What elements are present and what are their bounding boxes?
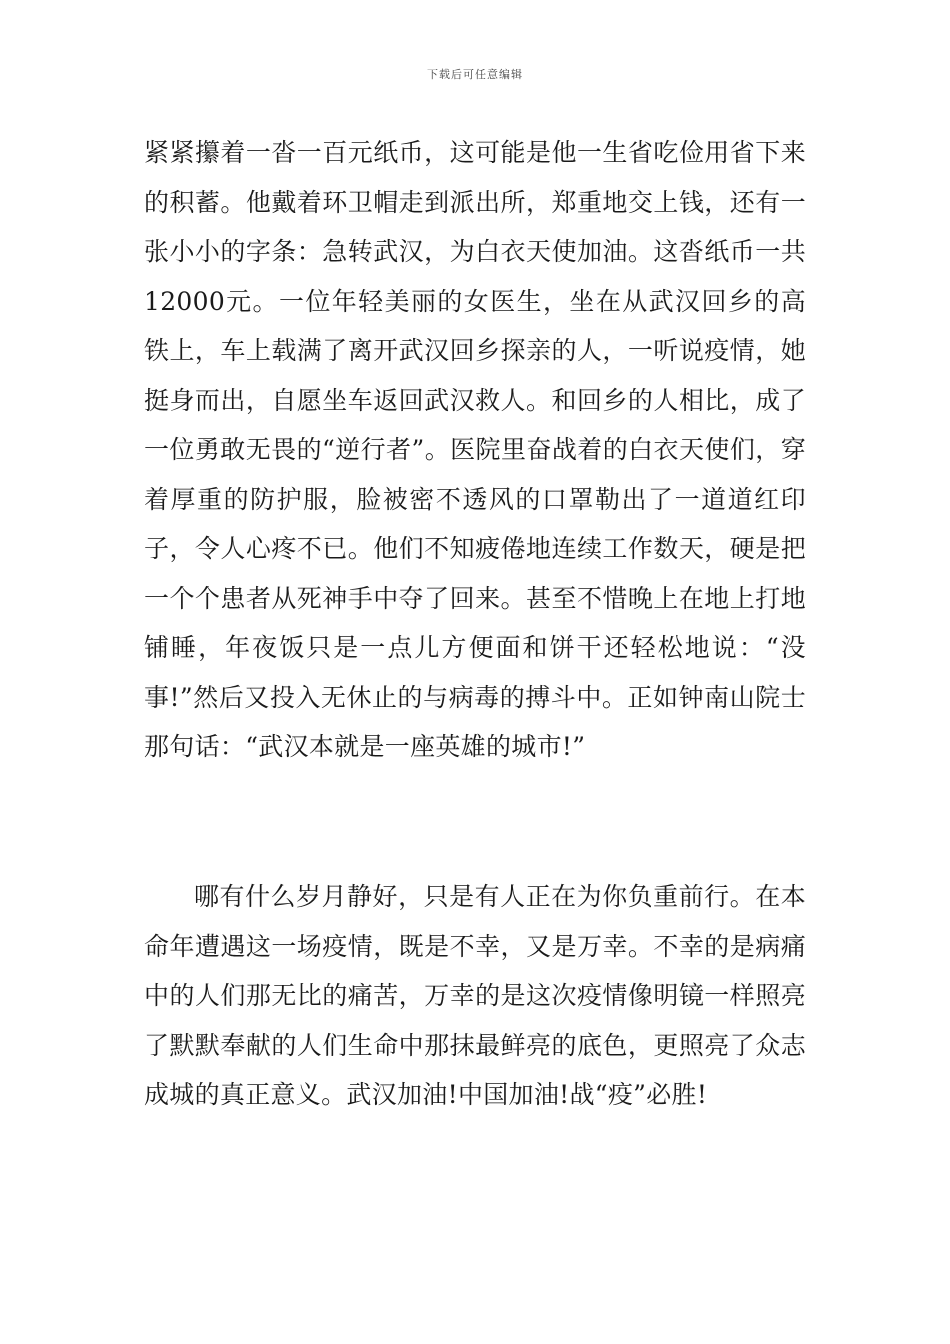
body-paragraph-1-container (144, 128, 806, 772)
body-paragraph-1: 紧紧攥着一沓一百元纸币，这可能是他一生省吃俭用省下来的积蓄。他戴着环卫帽走到派出所，郑重地交上钱，还有一张小小的字条：急转武汉，为白衣天使加油。这沓纸币一共12000元。一位年轻美丽的女医生，坐在从武汉回乡的高铁上，车上载满了离开武汉回乡探亲的人，一听说疫情，她挺身而出，自愿坐车返回武汉救人。和回乡的人相比，成了一位勇敢无畏的“逆行者”。医院里奋战着的白衣天使们，穿着厚重的防护服，脸被密不透风的口罩勒出了一道道红印子，令人心疼不已。他们不知疲倦地连续工作数天，硬是把一个个患者从死神手中夺了回来。甚至不惜晚上在地上打地铺睡，年夜饭只是一点儿方便面和饼干还轻松地说：“没事!”然后又投入无休止的与病毒的搏斗中。正如钟南山院士那句话：“武汉本就是一座英雄的城市!” (144, 138, 806, 761)
body-paragraph-2-container (144, 872, 806, 1120)
page-header: 下载后可任意编辑 (427, 68, 523, 81)
body-paragraph-2: 哪有什么岁月静好，只是有人正在为你负重前行。在本命年遭遇这一场疫情，既是不幸，又是万幸。不幸的是病痛中的人们那无比的痛苦，万幸的是这次疫情像明镜一样照亮了默默奉献的人们生命中那抹最鲜亮的底色，更照亮了众志成城的真正意义。武汉加油!中国加油!战“疫”必胜! (144, 882, 806, 1109)
